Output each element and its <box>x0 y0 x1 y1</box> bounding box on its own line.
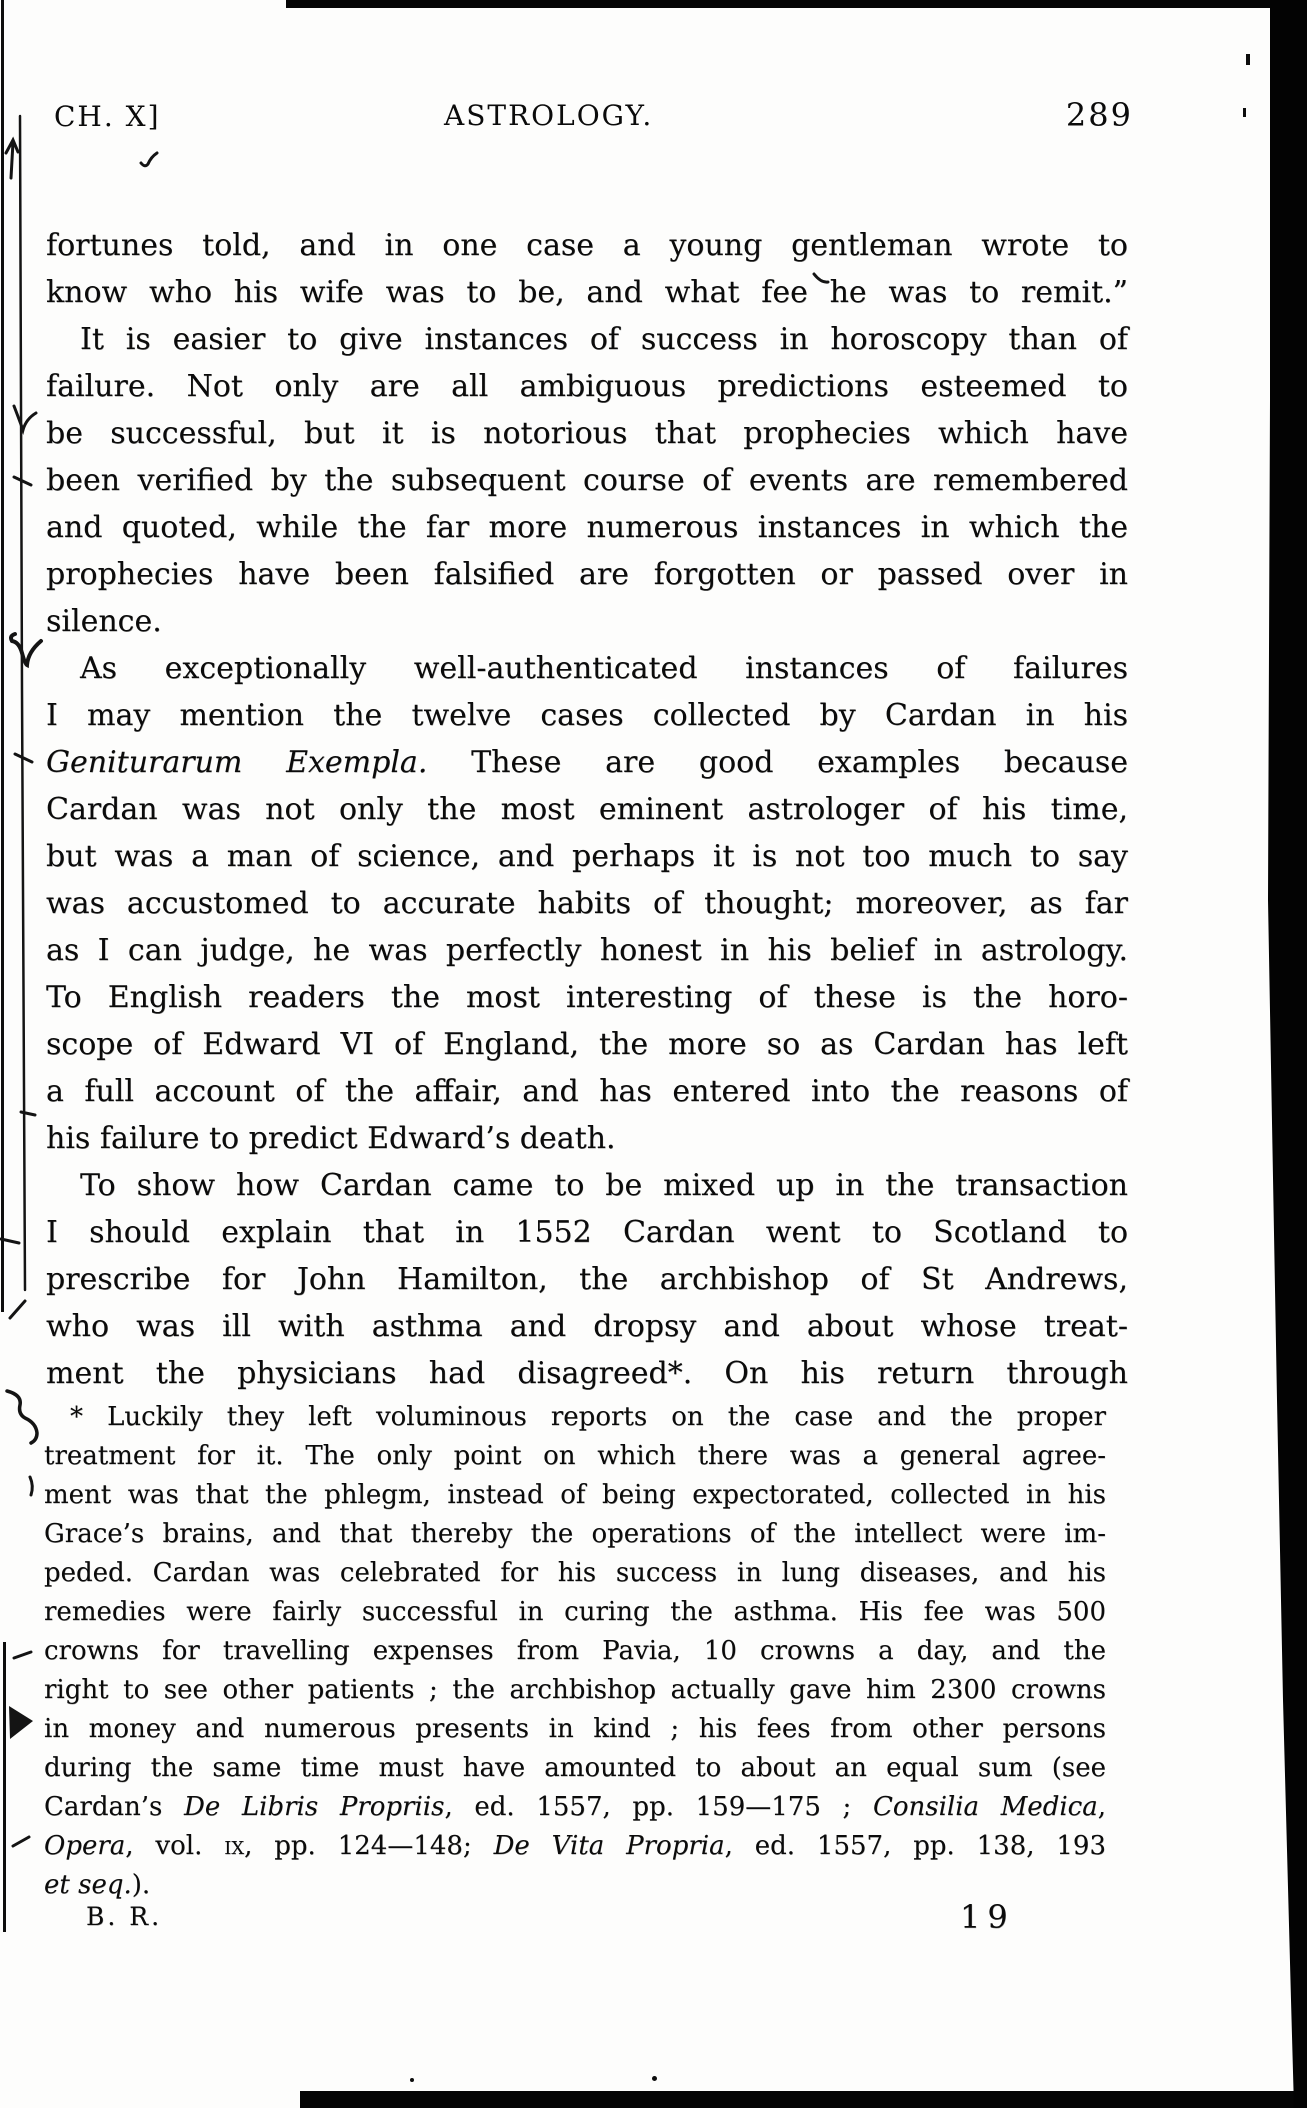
text-segment: I may mention the twelve cases collected by Cardan in his <box>46 698 1128 733</box>
text-line <box>46 833 1128 880</box>
sheet-signature-number: 19 <box>960 1898 1015 1936</box>
text-line <box>46 1115 1128 1162</box>
text-line <box>46 269 1128 316</box>
text-line <box>44 1710 1106 1749</box>
text-line <box>46 504 1128 551</box>
text-line <box>46 363 1128 410</box>
text-segment: et seq. <box>44 1870 132 1900</box>
text-line <box>46 880 1128 927</box>
text-line <box>44 1515 1106 1554</box>
scan-speck-3 <box>652 2076 657 2081</box>
text-segment: Cardan was not only the most eminent astrologer of his time, <box>46 792 1128 827</box>
text-segment: treatment for it. The only point on which there was a general agree- <box>44 1441 1106 1471</box>
text-line <box>44 1398 1106 1437</box>
paragraph <box>46 316 1128 645</box>
chapter-header: CH. X] <box>54 100 161 133</box>
text-segment: right to see other patients ; the archbishop actually gave him 2300 crowns <box>44 1675 1106 1705</box>
scan-speck-2 <box>1243 108 1246 117</box>
text-line <box>46 1021 1128 1068</box>
text-segment: in money and numerous presents in kind ; his fees from other persons <box>44 1714 1106 1744</box>
text-segment: , pp. 124—148; <box>244 1831 494 1861</box>
text-line <box>44 1593 1106 1632</box>
text-segment: Consilia Medica <box>872 1792 1098 1822</box>
text-segment: I should explain that in 1552 Cardan went to Scotland to <box>46 1215 1128 1250</box>
text-segment: know who his wife was to be, and what fee he was to remit.” <box>46 275 1128 310</box>
text-segment: scope of Edward VI of England, the more so as Cardan has left <box>46 1027 1128 1062</box>
text-line <box>44 1866 1106 1905</box>
text-line <box>44 1437 1106 1476</box>
text-line <box>46 222 1128 269</box>
text-segment: was accustomed to accurate habits of thought; moreover, as far <box>46 886 1128 921</box>
footnote <box>44 1398 1106 1905</box>
scan-edge-top <box>286 0 1270 8</box>
text-line <box>46 786 1128 833</box>
text-line <box>46 1209 1128 1256</box>
paragraph <box>46 1162 1128 1397</box>
scan-edge-bottom <box>300 2091 1307 2108</box>
text-segment: be successful, but it is notorious that prophecies which have <box>46 416 1128 451</box>
text-segment: and quoted, while the far more numerous instances in which the <box>46 510 1128 545</box>
text-segment: These are good examples because <box>427 745 1129 780</box>
page-number: 289 <box>1065 96 1133 134</box>
text-segment: , vol. <box>125 1831 225 1861</box>
text-segment: Geniturarum Exempla. <box>46 745 428 780</box>
text-segment: prophecies have been falsified are forgotten or passed over in <box>46 557 1128 592</box>
arrowhead-pen-mark-1 <box>14 406 36 430</box>
text-segment: ment the physicians had disagreed*. On his return through <box>46 1356 1128 1391</box>
text-segment: Cardan’s <box>44 1792 184 1822</box>
up-arrow-pen-mark <box>6 140 18 178</box>
text-segment: As exceptionally well-authenticated instances of failures <box>80 651 1128 686</box>
text-segment: To English readers the most interesting of these is the horo- <box>46 980 1128 1015</box>
text-segment: De Libris Propriis <box>183 1792 445 1822</box>
text-line <box>44 1788 1106 1827</box>
text-segment: , <box>1097 1792 1106 1822</box>
text-segment: Opera <box>44 1831 126 1861</box>
text-segment: It is easier to give instances of success in horoscopy than of <box>80 322 1128 357</box>
text-line <box>44 1827 1106 1866</box>
scan-edge-left-lower <box>3 1642 6 1932</box>
solid-arrow-pen-mark <box>9 1706 33 1739</box>
paragraph <box>46 645 1128 1162</box>
cross-tick-pen-mark-1 <box>14 477 31 485</box>
text-segment: during the same time must have amounted to about an equal sum (see <box>44 1753 1106 1783</box>
text-line <box>44 1476 1106 1515</box>
text-line <box>46 551 1128 598</box>
scan-edge-left-upper <box>1 0 4 1312</box>
text-segment: failure. Not only are all ambiguous predictions esteemed to <box>46 369 1128 404</box>
text-segment: ment was that the phlegm, instead of being expectorated, collected in his <box>44 1480 1106 1510</box>
paragraph <box>44 1398 1106 1905</box>
text-line <box>46 1256 1128 1303</box>
tick-pen-mark-3 <box>14 1652 31 1658</box>
text-segment: Grace’s brains, and that thereby the operations of the intellect were im- <box>44 1519 1106 1549</box>
text-line <box>46 974 1128 1021</box>
tick-pen-mark-4 <box>13 1837 29 1846</box>
margin-pen-line <box>20 116 25 1290</box>
text-segment: been verified by the subsequent course of events are remembered <box>46 463 1128 498</box>
text-line <box>46 1068 1128 1115</box>
text-segment: as I can judge, he was perfectly honest in his belief in astrology. <box>46 933 1128 968</box>
text-line <box>44 1554 1106 1593</box>
check-pen-mark-after-chapter <box>141 153 157 166</box>
text-segment: To show how Cardan came to be mixed up in the transaction <box>80 1168 1128 1203</box>
text-segment: a full account of the affair, and has entered into the reasons of <box>46 1074 1128 1109</box>
text-segment: silence. <box>46 604 162 639</box>
text-line <box>46 645 1128 692</box>
page-title: ASTROLOGY. <box>444 99 654 132</box>
text-segment: who was ill with asthma and dropsy and about whose treat- <box>46 1309 1128 1344</box>
text-segment: his failure to predict Edward’s death. <box>46 1121 616 1156</box>
text-segment: peded. Cardan was celebrated for his success in lung diseases, and his <box>44 1558 1106 1588</box>
text-segment: * Luckily they left voluminous reports on the case and the proper <box>70 1402 1106 1432</box>
text-segment: , ed. 1557, pp. 159—175 ; <box>444 1792 873 1822</box>
scan-speck-4 <box>410 2078 414 2082</box>
text-line <box>46 692 1128 739</box>
text-line <box>46 457 1128 504</box>
comma-pen-mark <box>30 1477 32 1495</box>
paragraph <box>46 222 1128 316</box>
text-segment: ). <box>131 1870 151 1900</box>
text-line <box>44 1671 1106 1710</box>
text-line <box>44 1749 1106 1788</box>
tick-pen-mark-2 <box>10 1301 25 1318</box>
dash-pen-mark-1 <box>21 1112 35 1115</box>
text-line <box>46 1350 1128 1397</box>
text-segment: fortunes told, and in one case a young gentleman wrote to <box>46 228 1128 263</box>
text-line <box>46 739 1128 786</box>
text-line <box>46 410 1128 457</box>
scan-speck-1 <box>1246 54 1250 65</box>
text-line <box>46 1303 1128 1350</box>
body-text <box>46 222 1128 1397</box>
fancy-check-pen-mark <box>11 634 41 665</box>
text-segment: , ed. 1557, pp. 138, 193 <box>724 1831 1107 1861</box>
text-segment: remedies were fairly successful in curing the asthma. His fee was 500 <box>44 1597 1106 1627</box>
text-line <box>46 598 1128 645</box>
squiggle-arrow-pen-mark <box>7 1391 37 1443</box>
text-line <box>46 927 1128 974</box>
text-line <box>46 316 1128 363</box>
text-segment: ix <box>224 1831 245 1861</box>
text-segment: prescribe for John Hamilton, the archbishop of St Andrews, <box>46 1262 1128 1297</box>
cross-tick-pen-mark-2 <box>15 754 32 762</box>
text-line <box>46 1162 1128 1209</box>
printer-initials: B. R. <box>86 1902 163 1931</box>
text-segment: but was a man of science, and perhaps it is not too much to say <box>46 839 1128 874</box>
text-segment: crowns for travelling expenses from Pavia, 10 crowns a day, and the <box>44 1636 1106 1666</box>
text-segment: De Vita Propria <box>493 1831 725 1861</box>
text-line <box>44 1632 1106 1671</box>
